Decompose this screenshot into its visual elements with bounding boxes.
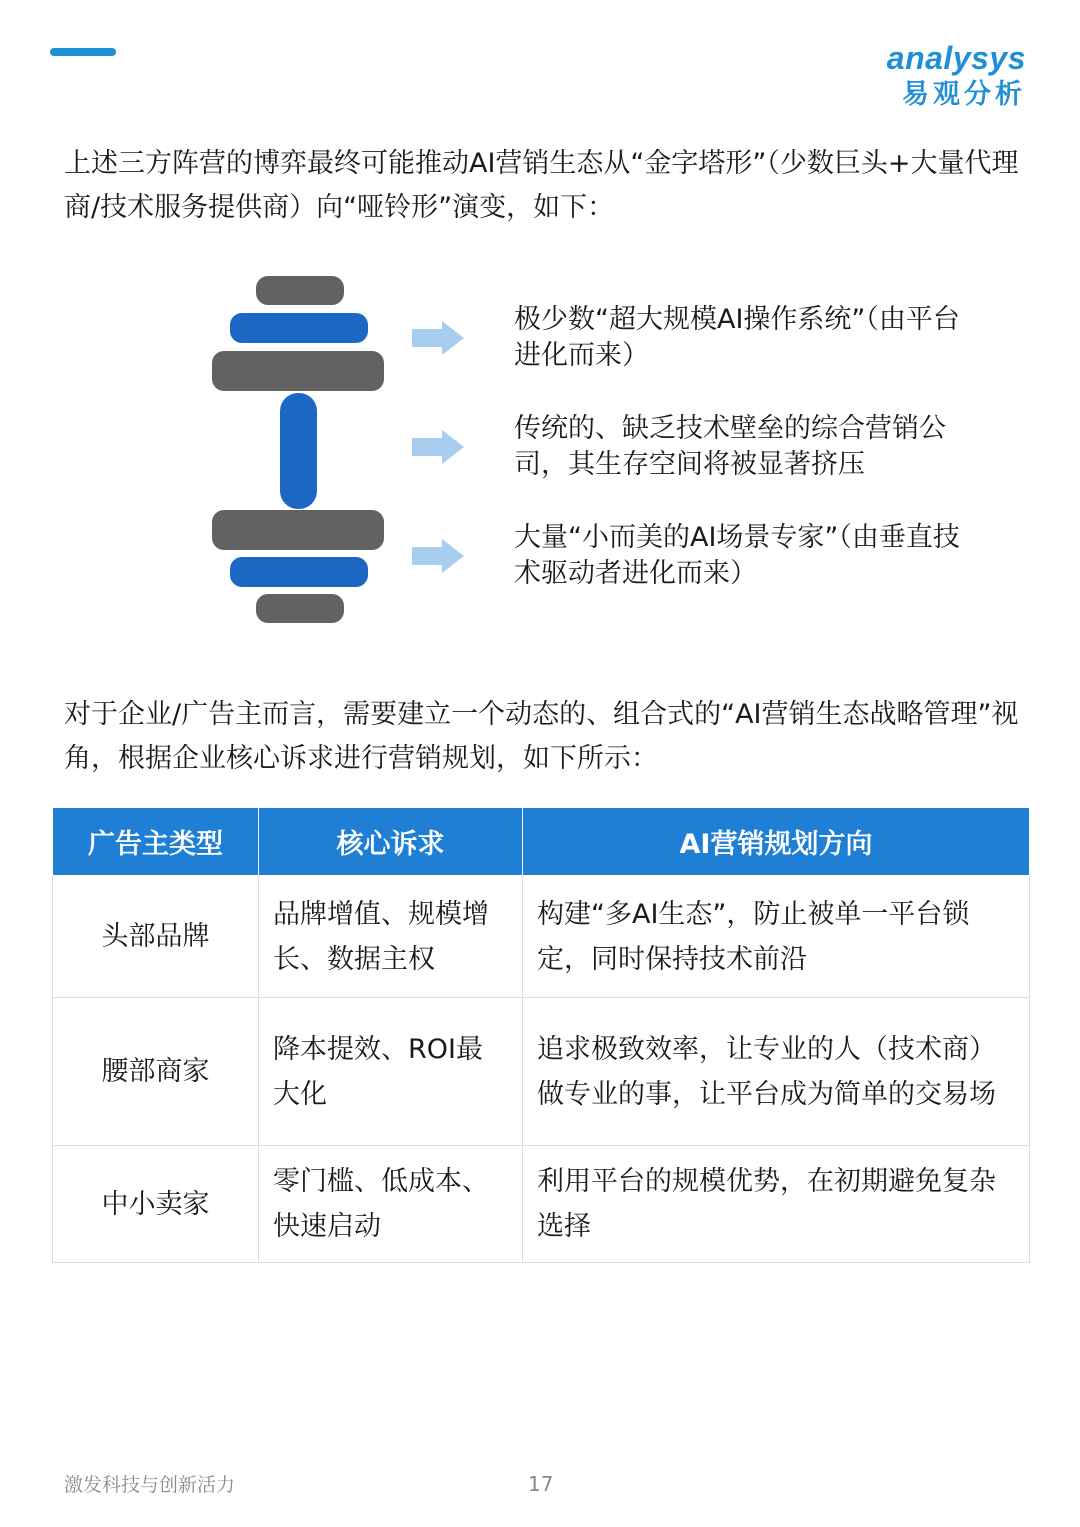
dumbbell-bottom-plate — [212, 510, 384, 550]
logo-chinese-name: 易观分析 — [902, 79, 1026, 110]
dumbbell-item-bottom: 大量“小而美的AI场景专家”（由垂直技术驱动者进化而来） — [514, 522, 960, 589]
dumbbell-handle — [280, 393, 317, 509]
plan-direction-cell: 构建“多AI生态”，防止被单一平台锁定，同时保持技术前沿 — [523, 876, 1030, 998]
table-row — [53, 876, 1030, 998]
page-number: 17 — [528, 1472, 554, 1496]
core-demand-cell: 降本提效、ROI最大化 — [259, 998, 523, 1146]
dumbbell-top-cap — [256, 276, 344, 305]
dumbbell-item-middle: 传统的、缺乏技术壁垒的综合营销公司，其生存空间将被显著挤压 — [514, 413, 946, 480]
plan-direction-cell: 追求极致效率，让专业的人（技术商）做专业的事，让平台成为简单的交易场 — [523, 998, 1030, 1146]
intro-paragraph: 上述三方阵营的博弈最终可能推动AI营销生态从“金字塔形”（少数巨头+大量代理商/技术服务提供商）向“哑铃形”演变，如下： — [64, 148, 1019, 223]
core-demand-cell: 零门槛、低成本、快速启动 — [259, 1146, 523, 1263]
header-advertiser-type: 广告主类型 — [53, 808, 259, 876]
arrow-right-icon — [412, 321, 464, 355]
footer-tagline: 激发科技与创新活力 — [64, 1474, 236, 1496]
advertiser-type-cell: 头部品牌 — [53, 876, 259, 998]
dumbbell-top-inner-plate — [230, 313, 368, 343]
logo-wordmark: analysys — [886, 40, 1026, 76]
dumbbell-bottom-inner-plate — [230, 557, 368, 587]
core-demand-cell: 品牌增值、规模增长、数据主权 — [259, 876, 523, 998]
marketing-plan-table — [52, 807, 1030, 1263]
header-core-demand: 核心诉求 — [259, 808, 523, 876]
table-row — [53, 1146, 1030, 1263]
table-header-row — [53, 808, 1030, 876]
dumbbell-item-top: 极少数“超大规模AI操作系统”（由平台进化而来） — [514, 304, 960, 371]
analysys-logo — [887, 40, 1026, 112]
header-ai-plan-direction: AI营销规划方向 — [523, 808, 1030, 876]
arrow-right-icon — [412, 430, 464, 464]
advertiser-type-cell: 腰部商家 — [53, 998, 259, 1146]
strategy-paragraph: 对于企业/广告主而言，需要建立一个动态的、组合式的“AI营销生态战略管理”视角，根据企业核心诉求进行营销规划，如下所示： — [64, 699, 1019, 774]
advertiser-type-cell: 中小卖家 — [53, 1146, 259, 1263]
plan-direction-cell: 利用平台的规模优势，在初期避免复杂选择 — [523, 1146, 1030, 1263]
dumbbell-top-plate — [212, 351, 384, 391]
dumbbell-bottom-cap — [256, 594, 344, 623]
header-accent-bar — [50, 48, 116, 56]
table-row — [53, 998, 1030, 1146]
arrow-right-icon — [412, 539, 464, 573]
